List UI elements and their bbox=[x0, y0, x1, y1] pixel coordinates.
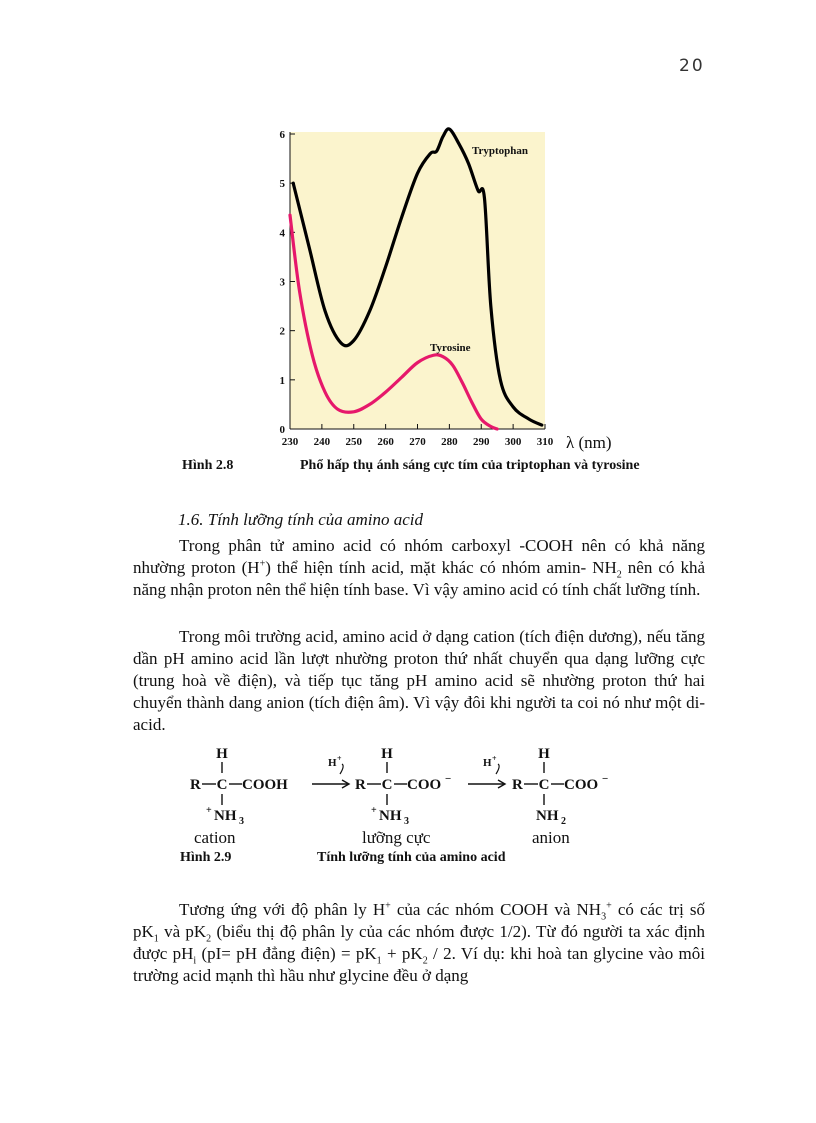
amino-subscript: 3 bbox=[239, 816, 244, 827]
carboxylate-group: COO bbox=[407, 777, 442, 793]
amino-group: NH bbox=[214, 808, 237, 824]
figure-2-8-caption bbox=[182, 458, 742, 474]
y-tick-label: 4 bbox=[279, 227, 285, 240]
r-group: R bbox=[512, 777, 523, 793]
series-label-tryptophan: Tryptophan bbox=[472, 145, 529, 157]
y-tick-label: 0 bbox=[279, 424, 285, 436]
plus-charge: + bbox=[206, 805, 212, 816]
arrow-1-label: H bbox=[328, 757, 337, 769]
minus-charge: − bbox=[602, 773, 609, 785]
figure-2-9-text: Tính lưỡng tính của amino acid bbox=[317, 850, 506, 865]
arrow-2-label: H bbox=[483, 757, 492, 769]
arrow-1-label-sup: + bbox=[337, 754, 342, 763]
amino-subscript: 3 bbox=[404, 816, 409, 827]
series-label-tyrosine: Tyrosine bbox=[430, 342, 471, 354]
section-title: 1.6. Tính lưỡng tính của amino acid bbox=[178, 510, 424, 529]
amino-group: NH bbox=[536, 808, 559, 824]
y-tick-label: 6 bbox=[279, 129, 285, 141]
paragraph-3: Tương ứng với độ phân ly H+ của các nhóm COOH và $NH_3^+$ có các trị số $pK_1$ và $pK_2$ (biểu thị độ phân ly của các nhóm được 1/2). Từ đó người ta xác định được $pH_i$ (pI= pH đẳng điện) = $pK_1 + pK_2 / 2$. Ví dụ: khi hoà tan glycine vào môi trường acid mạnh thì hầu như glycine đều ở dạng bbox=[133, 900, 706, 985]
label-cation: cation bbox=[194, 828, 236, 847]
hydrogen-top: H bbox=[216, 746, 228, 762]
amino-subscript: 2 bbox=[561, 816, 566, 827]
arrow-2 bbox=[468, 754, 505, 788]
arrow-1 bbox=[312, 754, 349, 788]
figure-2-9-caption bbox=[180, 850, 505, 866]
x-tick-label: 310 bbox=[536, 436, 554, 448]
label-anion: anion bbox=[532, 828, 570, 847]
r-group: R bbox=[190, 777, 201, 793]
r-group: R bbox=[355, 777, 366, 793]
minus-charge: − bbox=[445, 773, 452, 785]
x-tick-label: 300 bbox=[504, 436, 522, 448]
x-tick-label: 250 bbox=[345, 436, 362, 448]
arrow-2-label-sup: + bbox=[492, 754, 497, 763]
cation-structure bbox=[190, 746, 288, 827]
y-tick-label: 1 bbox=[279, 374, 285, 387]
x-tick-label: 290 bbox=[473, 436, 490, 448]
plus-charge: + bbox=[371, 805, 377, 816]
figure-2-8-text: Phổ hấp thụ ánh sáng cực tím của triptophan và tyrosine bbox=[300, 458, 640, 473]
uv-absorption-chart bbox=[270, 126, 612, 456]
figure-2-9-number: Hình 2.9 bbox=[180, 850, 232, 865]
x-tick-label: 230 bbox=[281, 436, 299, 448]
paragraph-1: Trong phân tử amino acid có nhóm carboxyl -COOH nên có khả năng nhường proton (H+) thể hiện tính acid, mặt khác có nhóm amin- $NH_2$ nên có khả năng nhận proton nên thể hiện tính base. Vì vậy amino acid có tính chất lưỡng tính. bbox=[133, 536, 705, 599]
alpha-carbon: C bbox=[381, 777, 393, 793]
amino-acid-ionization-reaction bbox=[180, 740, 640, 860]
x-tick-label: 270 bbox=[409, 436, 426, 448]
amino-group: NH bbox=[379, 808, 402, 824]
alpha-carbon: C bbox=[216, 777, 228, 793]
x-tick-label: 240 bbox=[313, 436, 331, 448]
carboxyl-group: COOH bbox=[242, 777, 288, 793]
alpha-carbon: C bbox=[538, 777, 550, 793]
y-tick-label: 5 bbox=[279, 178, 285, 191]
y-tick-label: 2 bbox=[279, 325, 285, 338]
zwitterion-structure bbox=[355, 746, 451, 827]
y-tick-label: 3 bbox=[279, 276, 285, 289]
hydrogen-top: H bbox=[538, 746, 550, 762]
x-tick-label: 280 bbox=[441, 436, 458, 448]
carboxylate-group: COO bbox=[564, 777, 599, 793]
figure-2-8-number: Hình 2.8 bbox=[182, 458, 234, 473]
page-number: 20 bbox=[679, 56, 705, 76]
label-zwitterion: lưỡng cực bbox=[362, 828, 431, 847]
x-axis-label: λ (nm) bbox=[566, 433, 612, 452]
paragraph-2: Trong môi trường acid, amino acid ở dạng cation (tích điện dương), nếu tăng dần pH amino acid lần lượt nhường proton thứ nhất chuyển qua dạng lưỡng cực (trung hoà về điện), và tiếp tục tăng pH amino acid sẽ nhường proton thứ hai chuyển thành dang anion (tích điện âm). Vì vậy đôi khi người ta coi nó như một di-acid. bbox=[133, 627, 705, 734]
anion-structure bbox=[512, 746, 608, 827]
hydrogen-top: H bbox=[381, 746, 393, 762]
x-tick-label: 260 bbox=[377, 436, 394, 448]
